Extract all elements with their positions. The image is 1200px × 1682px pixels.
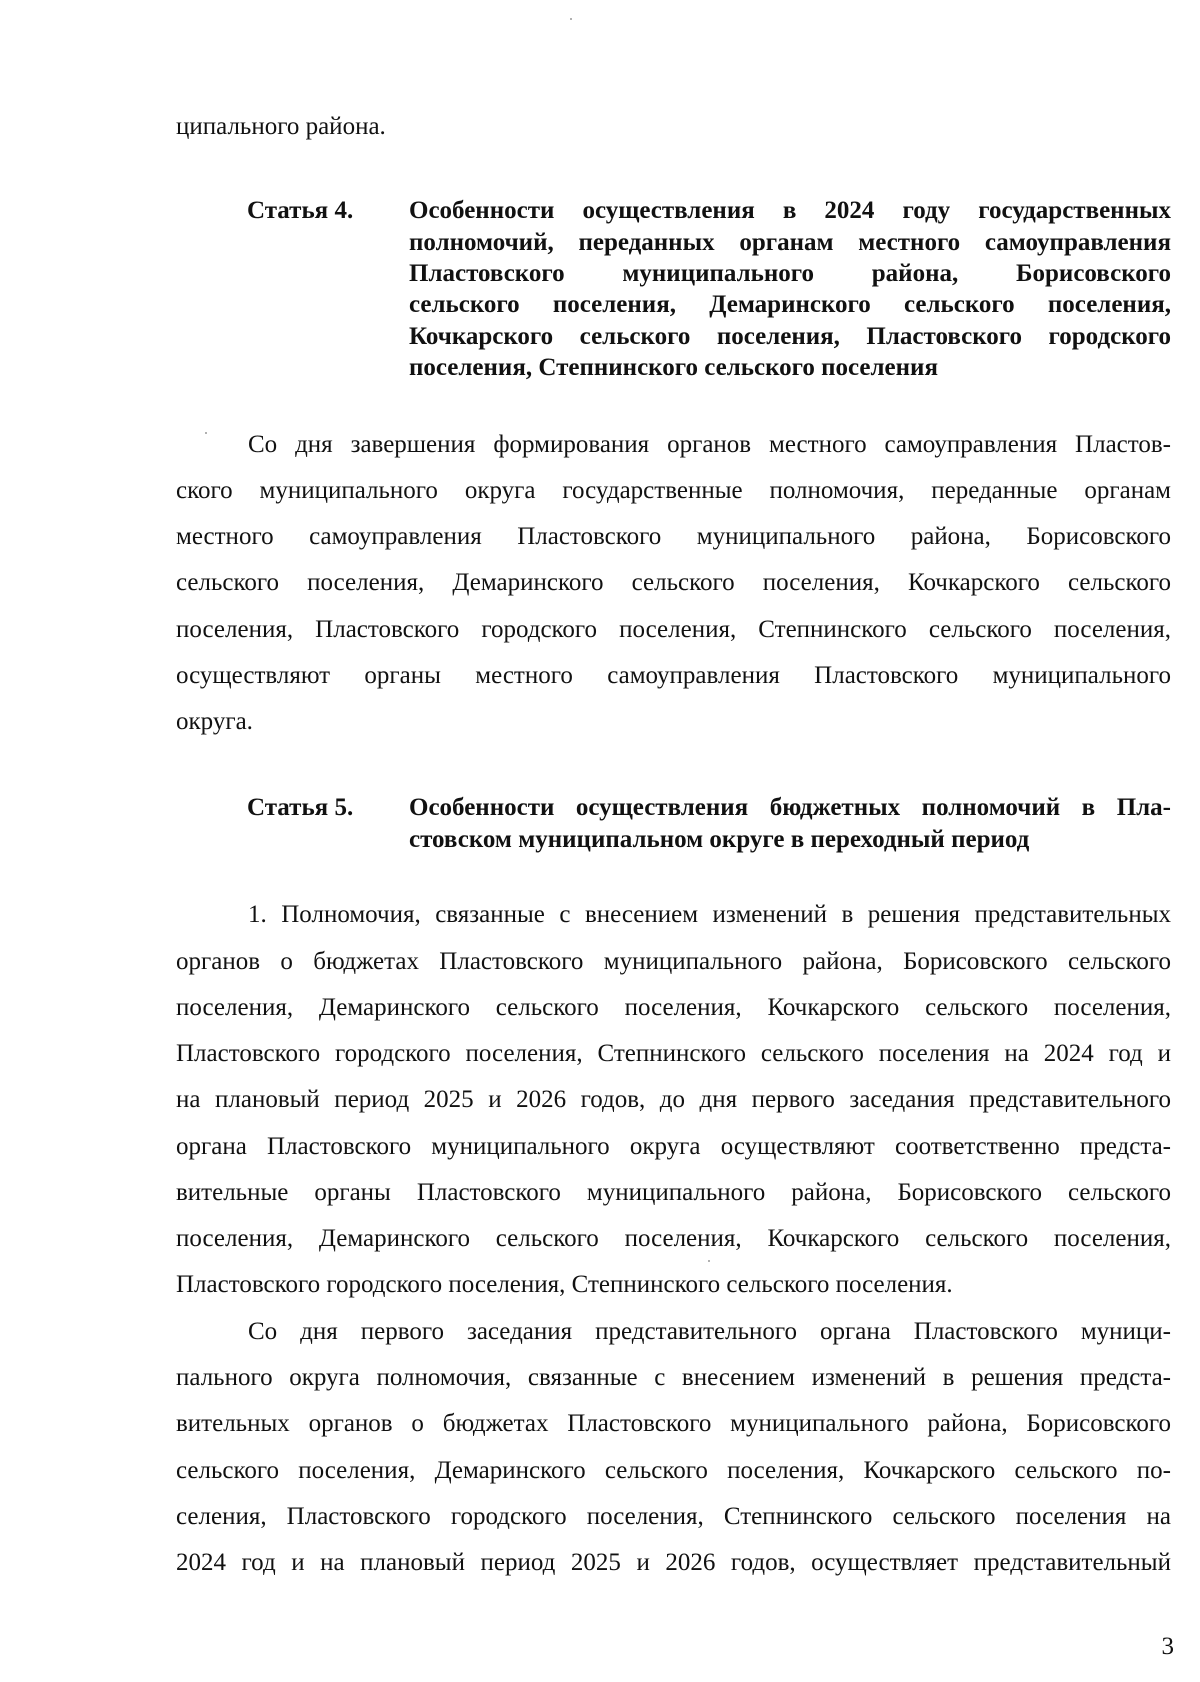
scan-speck	[708, 1260, 710, 1262]
article-5-para-1-line: на плановый период 2025 и 2026 годов, до дня первого заседания представительного	[176, 1086, 1171, 1113]
article-5-title-line: Особенности осуществления бюджетных полномочий в Пла-	[409, 794, 1171, 821]
intro-tail-line: ципального района.	[176, 113, 386, 140]
article-5-para-2-line: селения, Пластовского городского поселения, Степнинского сельского поселения на	[176, 1503, 1171, 1530]
article-5-label: Статья 5.	[247, 794, 354, 821]
article-5-para-1-line: 1. Полномочия, связанные с внесением изменений в решения представительных	[248, 901, 1171, 928]
article-4-body-line: сельского поселения, Демаринского сельского поселения, Кочкарского сельского	[176, 569, 1171, 596]
article-4-title-line: Особенности осуществления в 2024 году государственных	[409, 197, 1171, 224]
article-4-title-line: Кочкарского сельского поселения, Пластовского городского	[409, 323, 1171, 350]
article-4-title-line: сельского поселения, Демаринского сельского поселения,	[409, 291, 1171, 318]
scan-speck	[570, 18, 572, 20]
article-5-para-1-line: органов о бюджетах Пластовского муниципального района, Борисовского сельского	[176, 948, 1171, 975]
article-5-para-2-line: пального округа полномочия, связанные с внесением изменений в решения предста-	[176, 1364, 1171, 1391]
page-number: 3	[1161, 1633, 1174, 1660]
article-4-body-line: Со дня завершения формирования органов местного самоуправления Пластов-	[248, 431, 1171, 458]
article-5-para-2-line: Со дня первого заседания представительного органа Пластовского муници-	[248, 1318, 1171, 1345]
article-4-title-line: полномочий, переданных органам местного самоуправления	[409, 229, 1171, 256]
article-4-body-line: поселения, Пластовского городского поселения, Степнинского сельского поселения,	[176, 616, 1171, 643]
article-4-body-line: осуществляют органы местного самоуправления Пластовского муниципального	[176, 662, 1171, 689]
article-5-para-1-line: поселения, Демаринского сельского поселения, Кочкарского сельского поселения,	[176, 1225, 1171, 1252]
article-5-para-2-line: вительных органов о бюджетах Пластовского муниципального района, Борисовского	[176, 1410, 1171, 1437]
article-5-para-2-line: сельского поселения, Демаринского сельского поселения, Кочкарского сельского по-	[176, 1457, 1171, 1484]
article-4-title-line: Пластовского муниципального района, Борисовского	[409, 260, 1171, 287]
scan-speck	[205, 432, 207, 434]
article-4-label: Статья 4.	[247, 197, 354, 224]
article-4-body-line: округа.	[176, 708, 253, 735]
article-5-para-2-line: 2024 год и на плановый период 2025 и 2026 годов, осуществляет представительный	[176, 1549, 1171, 1576]
article-5-para-1-line: Пластовского городского поселения, Степнинского сельского поселения на 2024 год и	[176, 1040, 1171, 1067]
article-4-body-line: местного самоуправления Пластовского муниципального района, Борисовского	[176, 523, 1171, 550]
article-5-para-1-line: Пластовского городского поселения, Степнинского сельского поселения.	[176, 1271, 953, 1298]
article-5-para-1-line: поселения, Демаринского сельского поселения, Кочкарского сельского поселения,	[176, 994, 1171, 1021]
article-4-body-line: ского муниципального округа государственные полномочия, переданные органам	[176, 477, 1171, 504]
article-5-title-line: стовском муниципальном округе в переходный период	[409, 826, 1030, 853]
article-5-para-1-line: вительные органы Пластовского муниципального района, Борисовского сельского	[176, 1179, 1171, 1206]
article-5-para-1-line: органа Пластовского муниципального округа осуществляют соответственно предста-	[176, 1133, 1171, 1160]
article-4-title-line: поселения, Степнинского сельского поселения	[409, 354, 938, 381]
